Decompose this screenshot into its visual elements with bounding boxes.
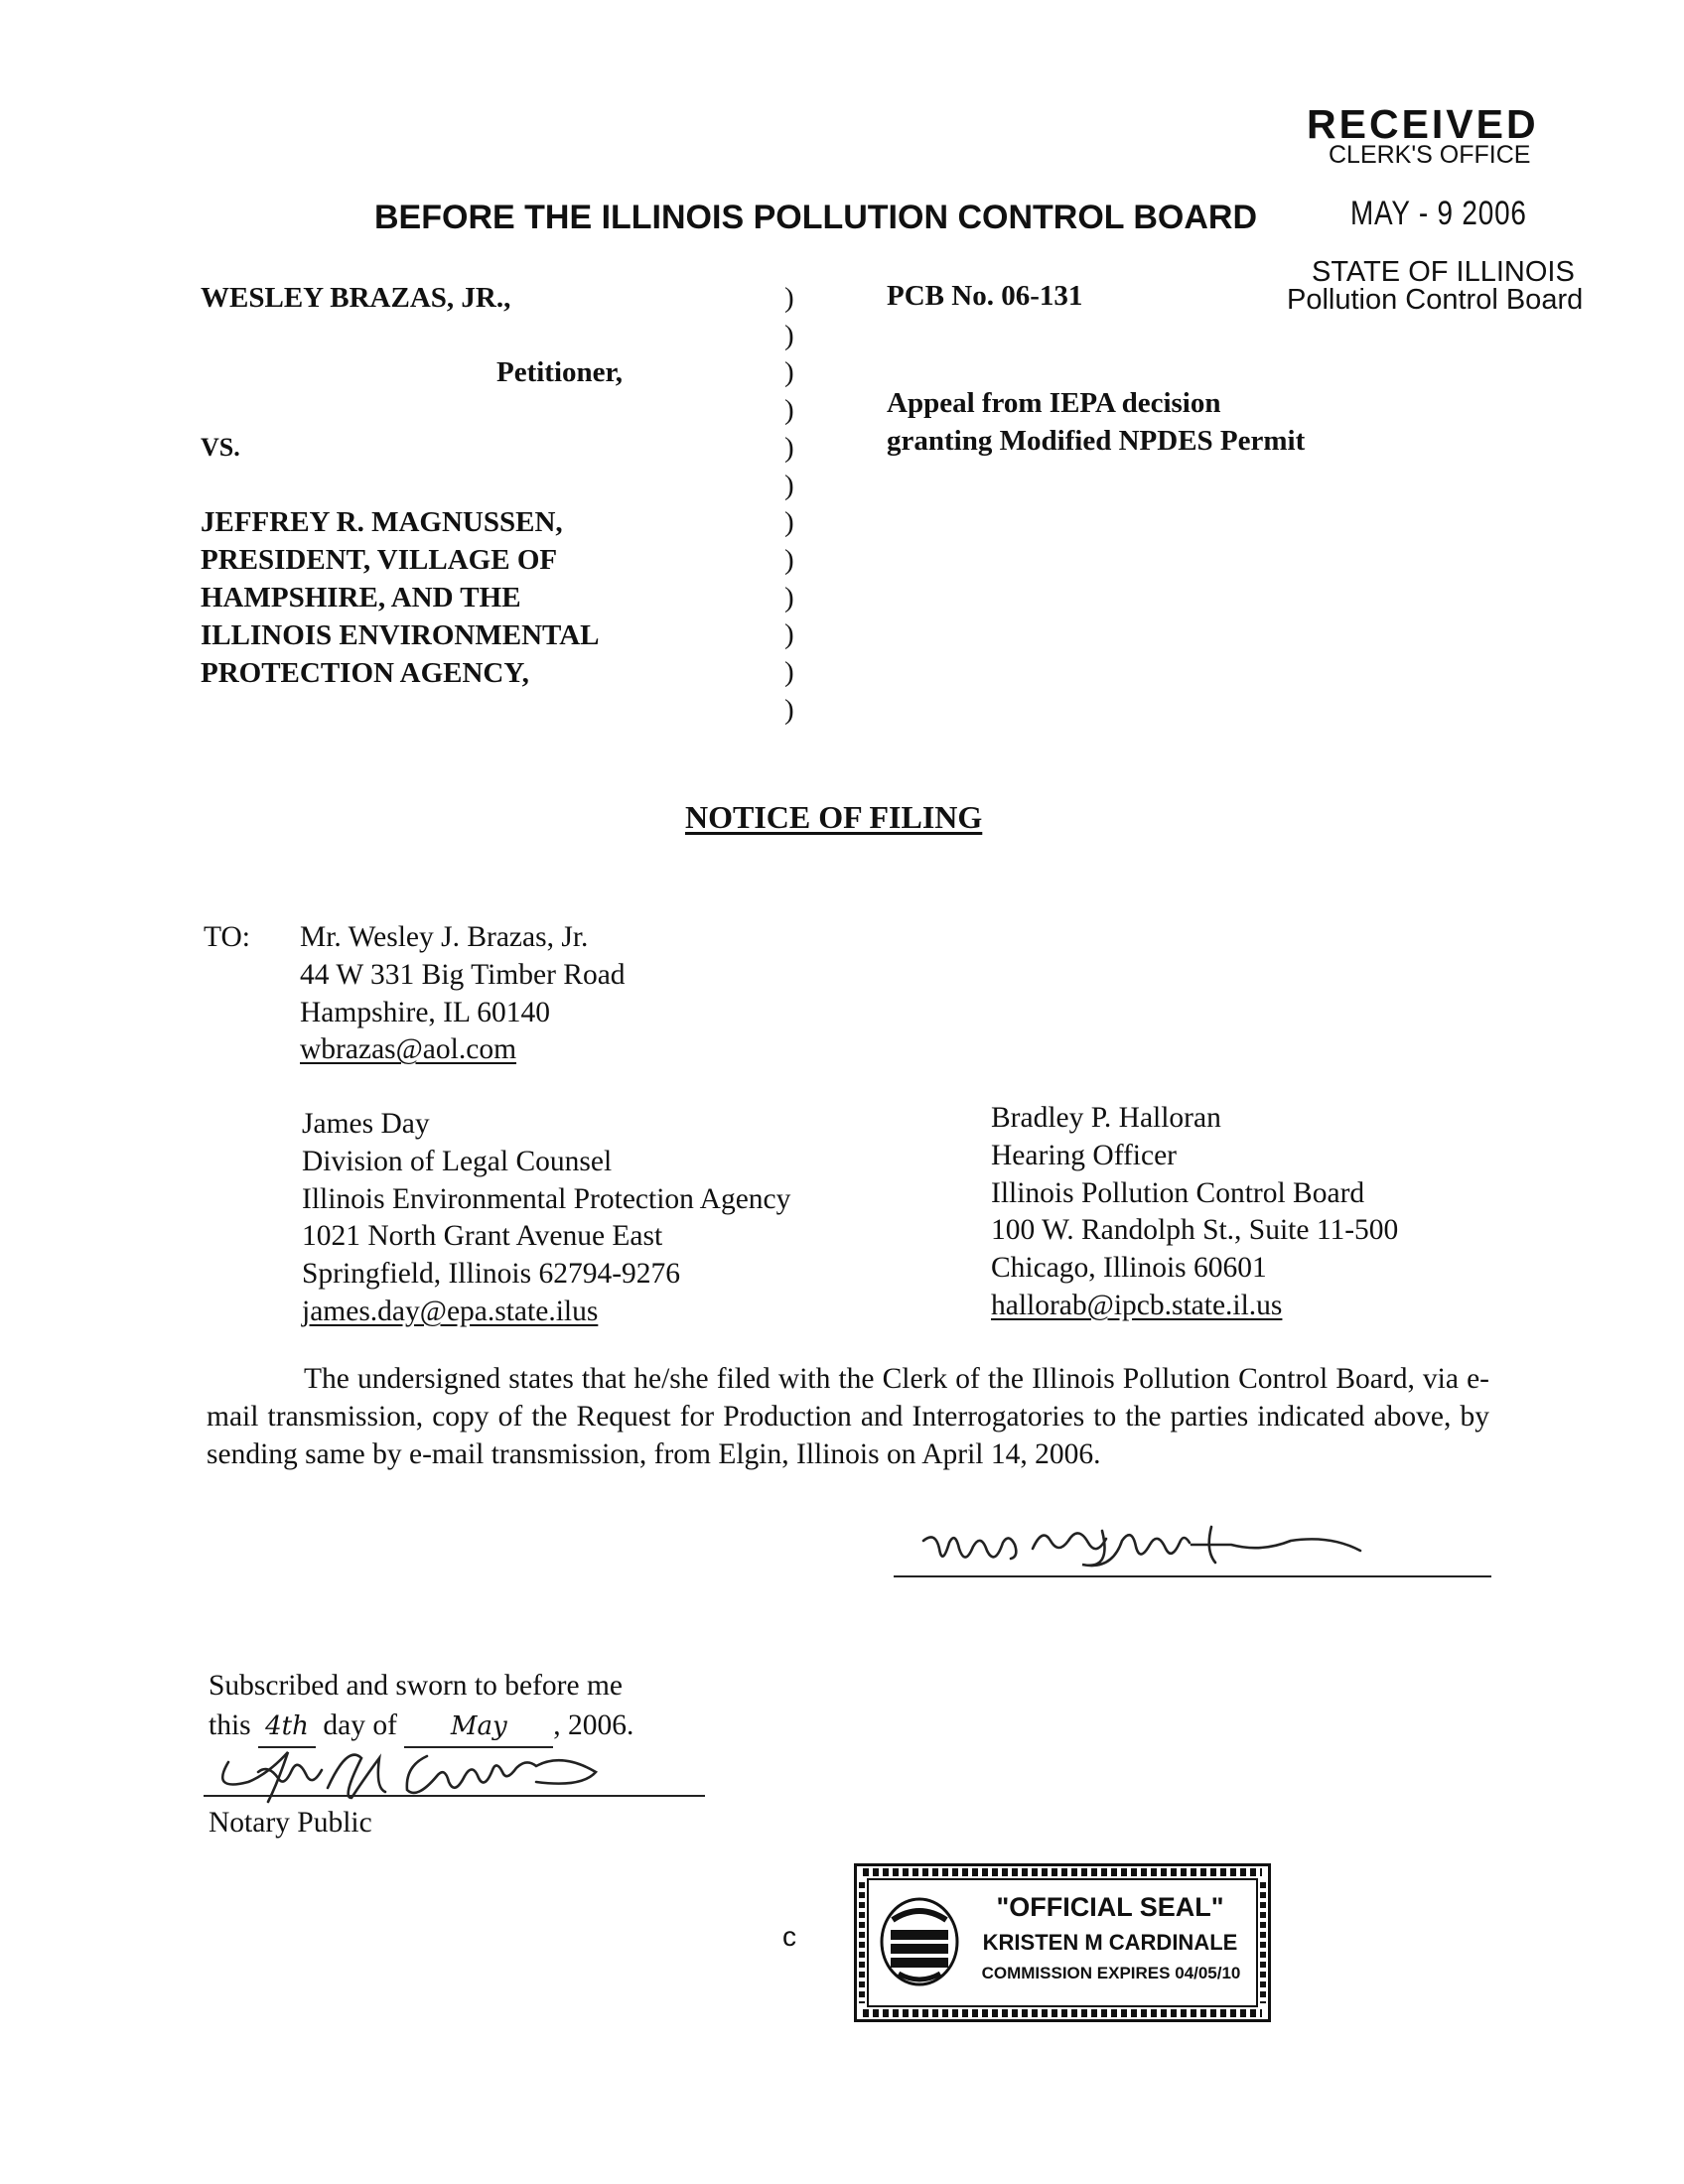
recipient-2-name: James Day — [302, 1108, 430, 1140]
caption-paren: ) — [784, 282, 794, 314]
respondent-line-3: HAMPSHIRE, AND THE — [201, 582, 521, 614]
seal-commission-expiry: COMMISSION EXPIRES 04/05/10 — [981, 1964, 1241, 1982]
respondent-line-1: JEFFREY R. MAGNUSSEN, — [201, 506, 563, 538]
recipient-1-name: Mr. Wesley J. Brazas, Jr. — [300, 921, 589, 953]
board-heading: BEFORE THE ILLINOIS POLLUTION CONTROL BOARD — [374, 199, 1258, 236]
caption-paren: ) — [784, 506, 794, 539]
recipient-2-email-link[interactable]: james.day@epa.state.ilus — [302, 1295, 599, 1327]
filing-statement-paragraph — [207, 1360, 1489, 1473]
notary-jurat-line-1: Subscribed and sworn to before me — [209, 1670, 623, 1702]
respondent-line-5: PROTECTION AGENCY, — [201, 657, 529, 689]
caption-paren: ) — [784, 693, 794, 726]
recipient-1-street: 44 W 331 Big Timber Road — [300, 958, 626, 991]
filer-signature-image — [913, 1519, 1410, 1578]
recipient-3-address — [991, 1100, 1398, 1325]
recipient-2-city: Springfield, Illinois 62794-9276 — [302, 1258, 681, 1291]
versus-label: VS. — [201, 433, 240, 462]
appeal-line-2: granting Modified NPDES Permit — [887, 425, 1306, 457]
stamp-state-label: STATE OF ILLINOIS — [1312, 256, 1575, 288]
official-notary-seal — [854, 1863, 1271, 2022]
caption-paren: ) — [784, 469, 794, 501]
respondent-line-2: PRESIDENT, VILLAGE OF — [201, 544, 558, 576]
received-stamp-label: RECEIVED — [1307, 101, 1539, 147]
caption-paren: ) — [784, 618, 794, 651]
notary-month-field: May — [404, 1706, 553, 1748]
notary-day-field: 4th — [258, 1706, 316, 1748]
petitioner-name: WESLEY BRAZAS, JR., — [201, 282, 511, 314]
recipient-3-street: 100 W. Randolph St., Suite 11-500 — [991, 1214, 1399, 1247]
clerks-office-label: CLERK'S OFFICE — [1329, 141, 1531, 169]
caption-parenthesis-column — [784, 280, 794, 729]
recipient-3-title: Hearing Officer — [991, 1139, 1178, 1171]
notice-title: NOTICE OF FILING — [685, 799, 983, 835]
filing-statement-text: The undersigned states that he/she filed with the Clerk of the Illinois Pollution Control Board, via e-mail transmission, copy of the Request for Production and Interrogatories to the parties indicated above, by sending same by e-mail transmission, from Elgin, Illinois on April 14, 2006. — [207, 1363, 1489, 1470]
seal-notary-name: KRISTEN M CARDINALE — [982, 1930, 1238, 1955]
received-date: MAY - 9 2006 — [1350, 195, 1527, 232]
recipient-3-name: Bradley P. Halloran — [991, 1102, 1221, 1134]
page-mark: c — [782, 1921, 796, 1952]
notary-jurat — [209, 1666, 633, 1748]
recipient-1-city: Hampshire, IL 60140 — [300, 996, 551, 1028]
seal-border-right — [1260, 1882, 1266, 2003]
pcb-number: PCB No. 06-131 — [887, 280, 1083, 312]
caption-paren: ) — [784, 356, 794, 389]
to-label: TO: — [204, 921, 250, 953]
appeal-line-1: Appeal from IEPA decision — [887, 387, 1221, 419]
seal-title: "OFFICIAL SEAL" — [996, 1892, 1224, 1922]
filer-signature-line — [894, 1575, 1491, 1577]
notary-this-label: this — [209, 1709, 251, 1741]
caption-paren: ) — [784, 581, 794, 614]
caption-paren: ) — [784, 319, 794, 351]
recipient-2-street: 1021 North Grant Avenue East — [302, 1220, 663, 1253]
notary-emblem-icon — [879, 1896, 960, 1987]
respondent-line-4: ILLINOIS ENVIRONMENTAL — [201, 619, 600, 651]
caption-paren: ) — [784, 431, 794, 464]
recipient-1-address — [300, 919, 626, 1069]
recipient-1-email-link[interactable]: wbrazas@aol.com — [300, 1033, 517, 1066]
notary-year-label: , 2006. — [553, 1709, 634, 1741]
seal-border-top — [863, 1868, 1262, 1876]
caption-paren: ) — [784, 394, 794, 427]
seal-border-left — [859, 1882, 865, 2003]
recipient-2-address — [302, 1106, 790, 1331]
recipient-3-city: Chicago, Illinois 60601 — [991, 1252, 1267, 1285]
notary-day-of-label: day of — [323, 1709, 397, 1741]
caption-paren: ) — [784, 656, 794, 689]
recipient-2-agency: Illinois Environmental Protection Agency — [302, 1182, 791, 1215]
stamp-board-label: Pollution Control Board — [1287, 284, 1584, 316]
seal-border-bottom — [863, 2009, 1262, 2017]
recipient-3-agency: Illinois Pollution Control Board — [991, 1176, 1365, 1209]
caption-paren: ) — [784, 543, 794, 576]
recipient-3-email-link[interactable]: hallorab@ipcb.state.il.us — [991, 1289, 1283, 1321]
petitioner-label: Petitioner, — [496, 356, 623, 388]
notary-public-label: Notary Public — [209, 1807, 372, 1839]
recipient-2-division: Division of Legal Counsel — [302, 1145, 613, 1177]
notary-signature-line — [204, 1795, 705, 1797]
